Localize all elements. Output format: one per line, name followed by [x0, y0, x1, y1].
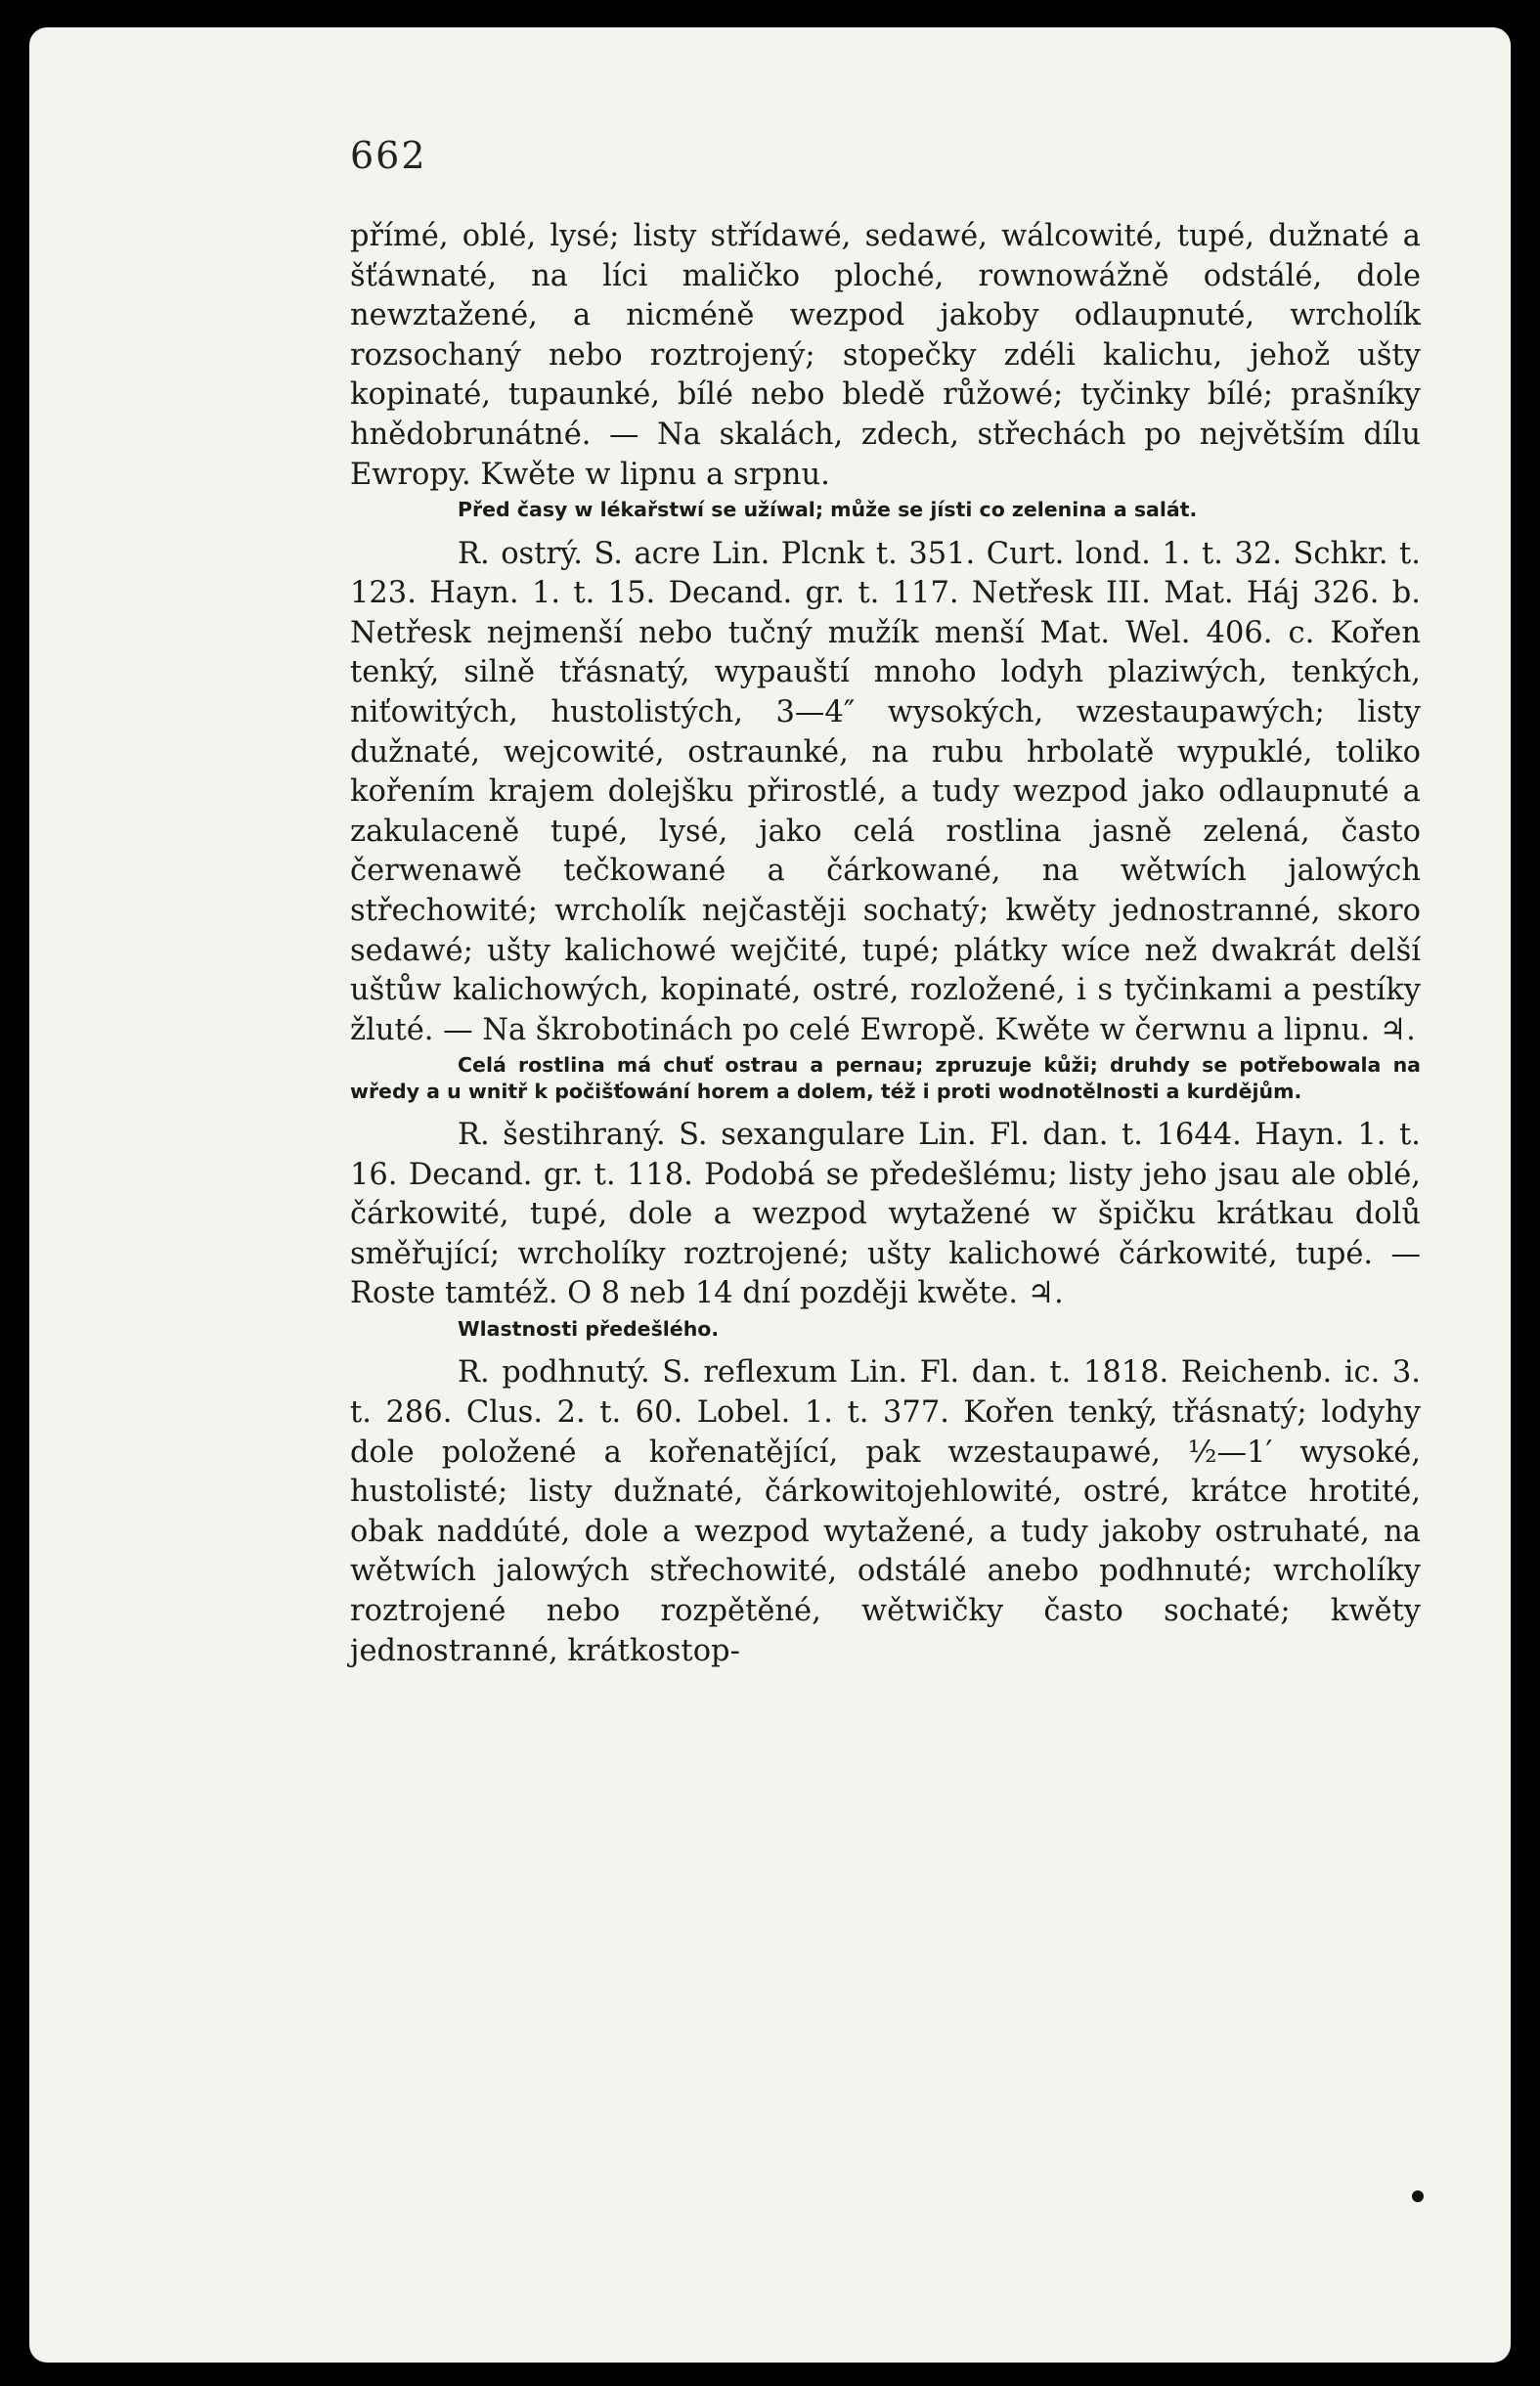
- species-entry-ostry: R. ostrý. S. acre Lin. Plcnk t. 351. Curt. lond. 1. t. 32. Schkr. t. 123. Hayn. 1. t. 15. Decand. gr. t. 117. Netřesk III. Mat. Háj 326. b. Netřesk nejmenší nebo tučný mužík menší Mat. Wel. 406. c. Kořen tenký, silně třásnatý, wypauští mnoho lodyh plaziwých, tenkých, niťowitých, hustolistých, 3—4″ wysokých, wzestaupawých; listy dužnaté, wejcowité, ostraunké, na rubu hrbolatě wypuklé, toliko kořením krajem dolejšku přirostlé, a tudy wezpod jako odlaupnuté a zakulaceně tupé, lysé, jako celá rostlina jasně zelená, často čerwenawě tečkowané a čárkowané, na wětwích jalowých střechowité; wrcholík nejčastěji sochatý; kwěty jednostranné, skoro sedawé; ušty kalichowé wejčité, tupé; plátky wíce než dwakrát delší uštůw kalichowých, kopinaté, ostré, rozložené, i s tyčinkami a pestíky žluté. — Na škrobotinách po celé Ewropě. Kwěte w čerwnu a lipnu. ♃.: [350, 536, 1421, 1047]
- page-number: 662: [350, 134, 427, 177]
- paragraph-continuation: přímé, oblé, lysé; listy střídawé, sedawé, wálcowité, tupé, dužnaté a šťáwnaté, na líci maličko ploché, rownowážně odstálé, dole newztažené, a nicméně wezpod jakoby odlaupnuté, wrcholík rozsochaný nebo roztrojený; stopečky zdéli kalichu, jehož ušty kopinaté, tupaunké, bílé nebo bledě růžowé; tyčinky bílé; prašníky hnědobrunátné. — Na skalách, zdech, střechách po největším dílu Ewropy. Kwěte w lipnu a srpnu.: [350, 219, 1421, 492]
- usage-note: Před časy w lékařstwí se užíwal; může se jísti co zelenina a salát.: [458, 498, 1198, 522]
- usage-note: Wlastnosti předešlého.: [458, 1317, 720, 1342]
- species-entry-sestihrany: R. šestihraný. S. sexangulare Lin. Fl. dan. t. 1644. Hayn. 1. t. 16. Decand. gr. t. 118. Podobá se předešlému; listy jeho jsau ale oblé, čárkowité, tupé, dole a wezpod wytažené w špičku krátkau dolů směřující; wrcholíky roztrojené; ušty kalichowé čárkowité, tupé. — Roste tamtéž. O 8 neb 14 dní později kwěte. ♃.: [350, 1118, 1421, 1311]
- usage-note: Celá rostlina má chuť ostrau a pernau; zpruzuje kůži; druhdy se potřebowala na wředy a u wnitř k počišťowání horem a dolem, též i proti wodnotělnosti a kurdějům.: [350, 1053, 1421, 1103]
- page-body: [350, 217, 1421, 1671]
- species-entry-podhnuty: R. podhnutý. S. reflexum Lin. Fl. dan. t. 1818. Reichenb. ic. 3. t. 286. Clus. 2. t. 60. Lobel. 1. t. 377. Kořen tenký, třásnatý; lodyhy dole položené a kořenatějící, pak wzestaupawé, ½—1′ wysoké, hustolisté; listy dužnaté, čárkowitojehlowité, ostré, krátce hrotité, obak naddúté, dole a wezpod wytažené, a tudy jakoby ostruhaté, na wětwích jalowých střechowité, odstálé anebo podhnuté; wrcholíky roztrojené nebo rozpětěné, wětwičky často sochaté; kwěty jednostranné, krátkostop-: [350, 1355, 1421, 1668]
- ink-dot: [1412, 2190, 1424, 2202]
